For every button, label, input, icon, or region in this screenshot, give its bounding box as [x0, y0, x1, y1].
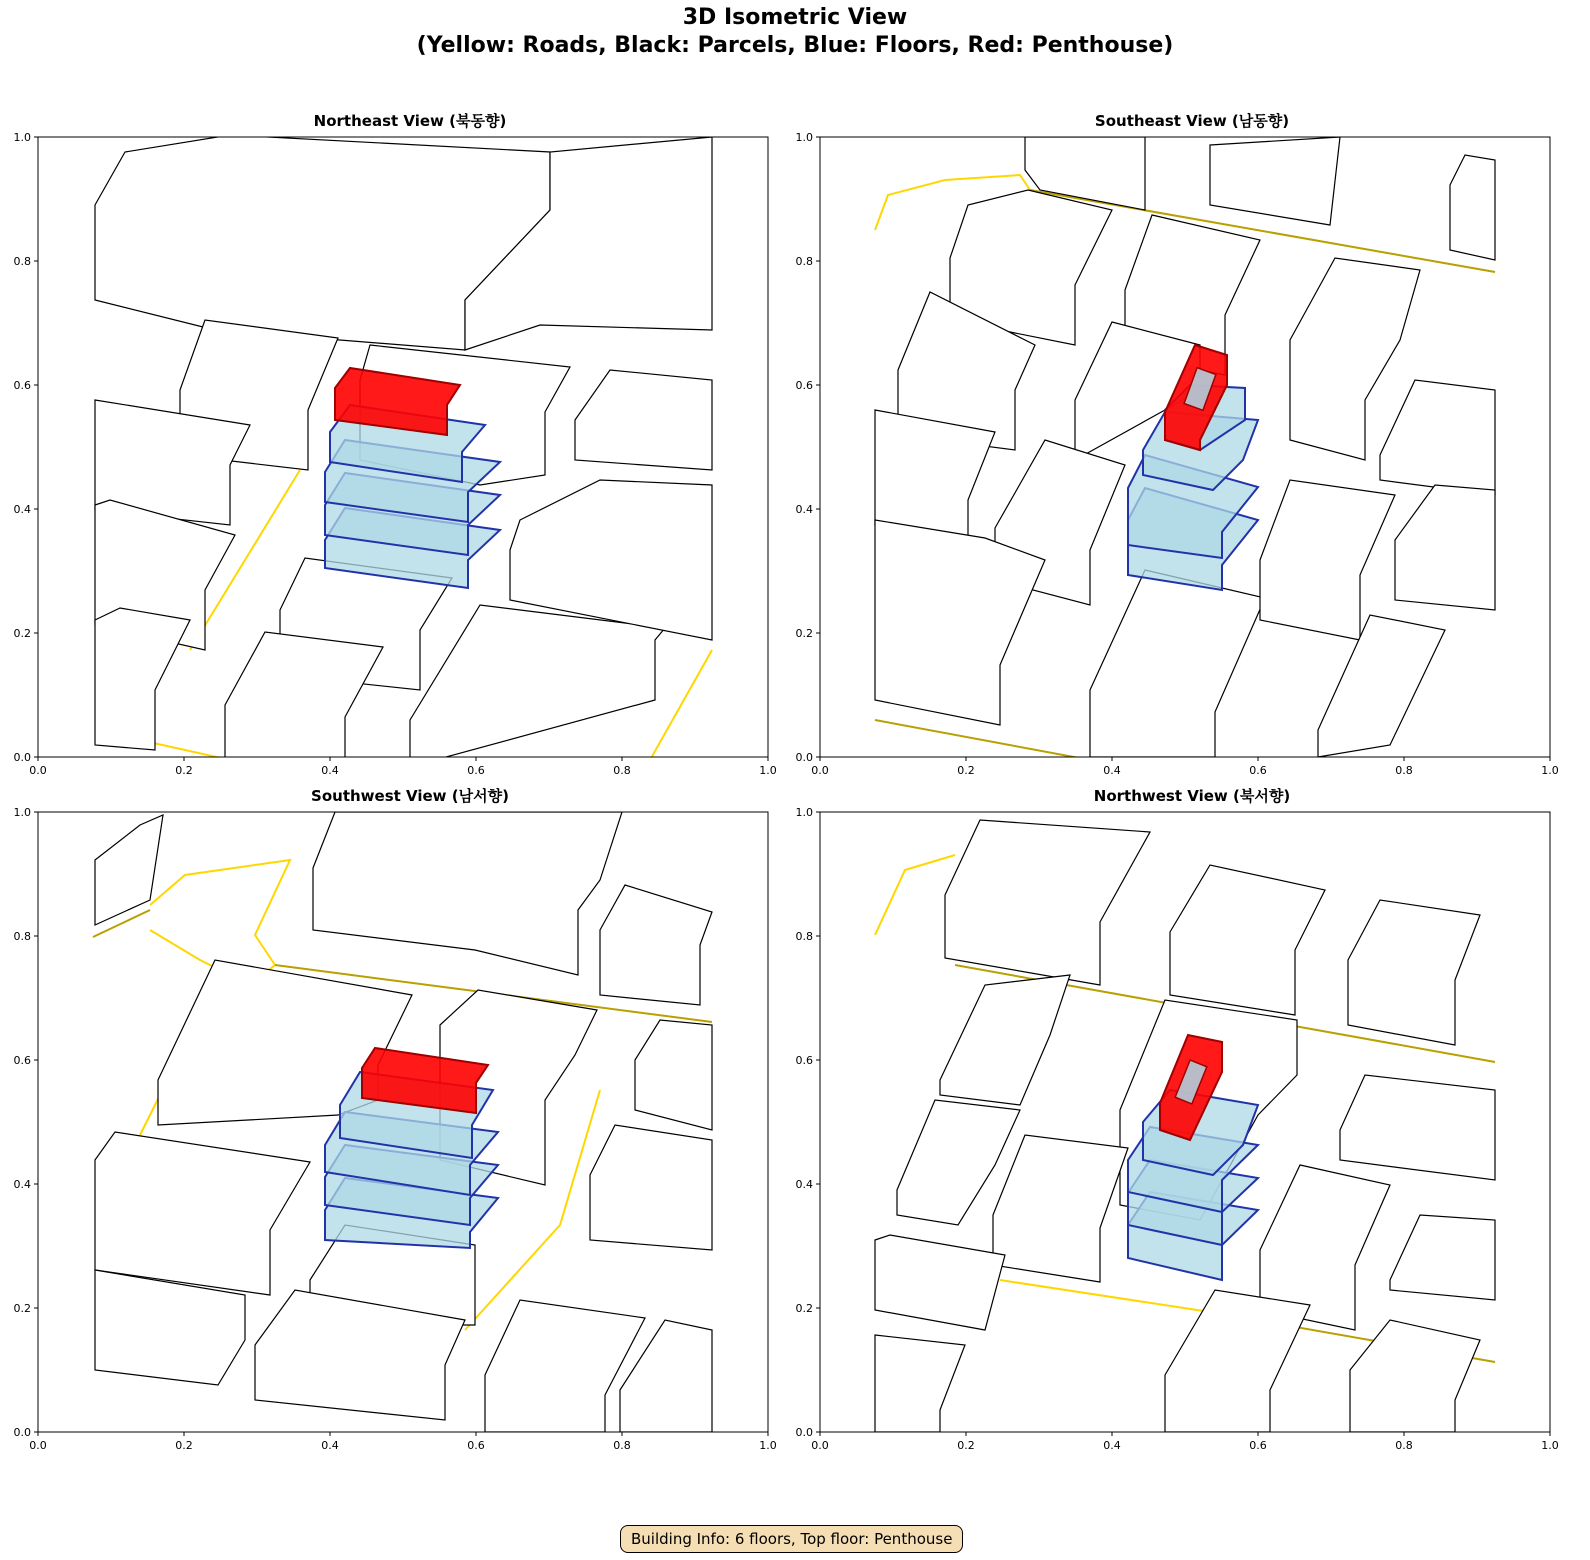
x-tick-label: 0.2 [957, 764, 975, 777]
parcel-block [875, 1335, 965, 1432]
panel-title-northwest: Northwest View (북서향) [1093, 787, 1291, 805]
parcel-block [875, 520, 1045, 725]
y-tick-label: 1.0 [795, 131, 813, 144]
y-tick-label: 0.8 [795, 255, 813, 268]
building-info-box: Building Info: 6 floors, Top floor: Penthouse [620, 1525, 963, 1553]
y-tick-label: 0.8 [13, 930, 31, 943]
y-tick-label: 0.2 [795, 1302, 813, 1315]
parcel-block [1318, 615, 1445, 757]
parcel-block [1380, 380, 1495, 495]
x-tick-label: 0.0 [29, 764, 47, 777]
parcel-block [95, 815, 163, 925]
x-tick-label: 0.8 [1395, 764, 1413, 777]
scene-northeast [95, 135, 712, 760]
parcel-block [410, 605, 665, 760]
parcel-block [1170, 865, 1325, 1015]
x-tick-label: 0.6 [467, 1439, 485, 1452]
x-tick-label: 0.2 [175, 764, 193, 777]
x-tick-label: 0.4 [321, 764, 339, 777]
parcel-block [1210, 137, 1340, 225]
y-tick-label: 0.6 [795, 379, 813, 392]
x-tick-label: 0.0 [29, 1439, 47, 1452]
y-tick-label: 0.0 [795, 751, 813, 764]
x-tick-label: 0.6 [467, 764, 485, 777]
y-tick-label: 1.0 [795, 806, 813, 819]
parcel-block [225, 632, 383, 760]
y-tick-label: 0.0 [13, 1426, 31, 1439]
y-tick-label: 1.0 [13, 806, 31, 819]
y-tick-label: 0.4 [13, 503, 31, 516]
parcel-block [600, 885, 712, 1005]
x-tick-label: 0.8 [1395, 1439, 1413, 1452]
panel-southeast [875, 137, 1495, 760]
parcel-block [95, 1132, 310, 1295]
parcel-block [575, 370, 712, 470]
parcel-block [1090, 570, 1265, 757]
x-tick-label: 0.6 [1249, 1439, 1267, 1452]
parcel-block [1348, 900, 1480, 1045]
y-tick-label: 0.4 [13, 1178, 31, 1191]
x-tick-label: 0.4 [1103, 1439, 1121, 1452]
x-tick-label: 1.0 [1541, 764, 1559, 777]
y-tick-label: 0.4 [795, 1178, 813, 1191]
x-tick-label: 0.4 [1103, 764, 1121, 777]
x-tick-label: 0.8 [613, 764, 631, 777]
parcel-block [945, 820, 1150, 985]
y-tick-label: 0.6 [13, 1054, 31, 1067]
parcel-block [940, 975, 1070, 1105]
panel-title-northeast: Northeast View (북동향) [313, 112, 507, 130]
figure-title-line2: (Yellow: Roads, Black: Parcels, Blue: Floors, Red: Penthouse) [416, 33, 1174, 58]
y-tick-label: 0.6 [795, 1054, 813, 1067]
x-tick-label: 0.6 [1249, 764, 1267, 777]
y-tick-label: 0.0 [795, 1426, 813, 1439]
parcel-block [1395, 485, 1495, 610]
parcel-block [1340, 1075, 1495, 1180]
x-tick-label: 0.0 [811, 1439, 829, 1452]
y-tick-label: 0.0 [13, 751, 31, 764]
road-line [140, 1095, 160, 1135]
panel-title-southeast: Southeast View (남동향) [1094, 112, 1290, 130]
scene-southwest [93, 812, 712, 1432]
panel-northwest [875, 820, 1495, 1432]
parcel-block [993, 1135, 1128, 1282]
x-tick-label: 0.8 [613, 1439, 631, 1452]
y-tick-label: 0.4 [795, 503, 813, 516]
parcel-block [635, 1020, 712, 1130]
y-tick-label: 0.6 [13, 379, 31, 392]
y-tick-label: 0.2 [795, 627, 813, 640]
y-tick-label: 0.8 [795, 930, 813, 943]
scene-southeast [875, 137, 1495, 760]
x-tick-label: 1.0 [759, 764, 777, 777]
panel-northeast [95, 135, 712, 760]
road-line [875, 855, 955, 935]
parcel-block [95, 608, 190, 750]
road-line [875, 720, 1090, 760]
panel-title-southwest: Southwest View (남서향) [311, 787, 509, 805]
scene-northwest [875, 820, 1495, 1432]
parcel-block [313, 812, 622, 975]
x-tick-label: 0.0 [811, 764, 829, 777]
y-tick-label: 1.0 [13, 131, 31, 144]
parcel-block [590, 1125, 712, 1250]
x-tick-label: 1.0 [759, 1439, 777, 1452]
x-tick-label: 1.0 [1541, 1439, 1559, 1452]
x-tick-label: 0.2 [957, 1439, 975, 1452]
parcel-block [1390, 1215, 1495, 1300]
x-tick-label: 0.2 [175, 1439, 193, 1452]
y-tick-label: 0.8 [13, 255, 31, 268]
parcel-block [1350, 1320, 1480, 1432]
panel-southwest [93, 812, 712, 1432]
road-line [1000, 1280, 1210, 1312]
x-tick-label: 0.4 [321, 1439, 339, 1452]
figure-title-line1: 3D Isometric View [682, 5, 908, 30]
road-line [650, 650, 712, 760]
parcel-block [1165, 1290, 1310, 1432]
y-tick-label: 0.2 [13, 1302, 31, 1315]
parcel-block [1450, 155, 1495, 260]
y-tick-label: 0.2 [13, 627, 31, 640]
parcel-block [875, 1235, 1005, 1330]
